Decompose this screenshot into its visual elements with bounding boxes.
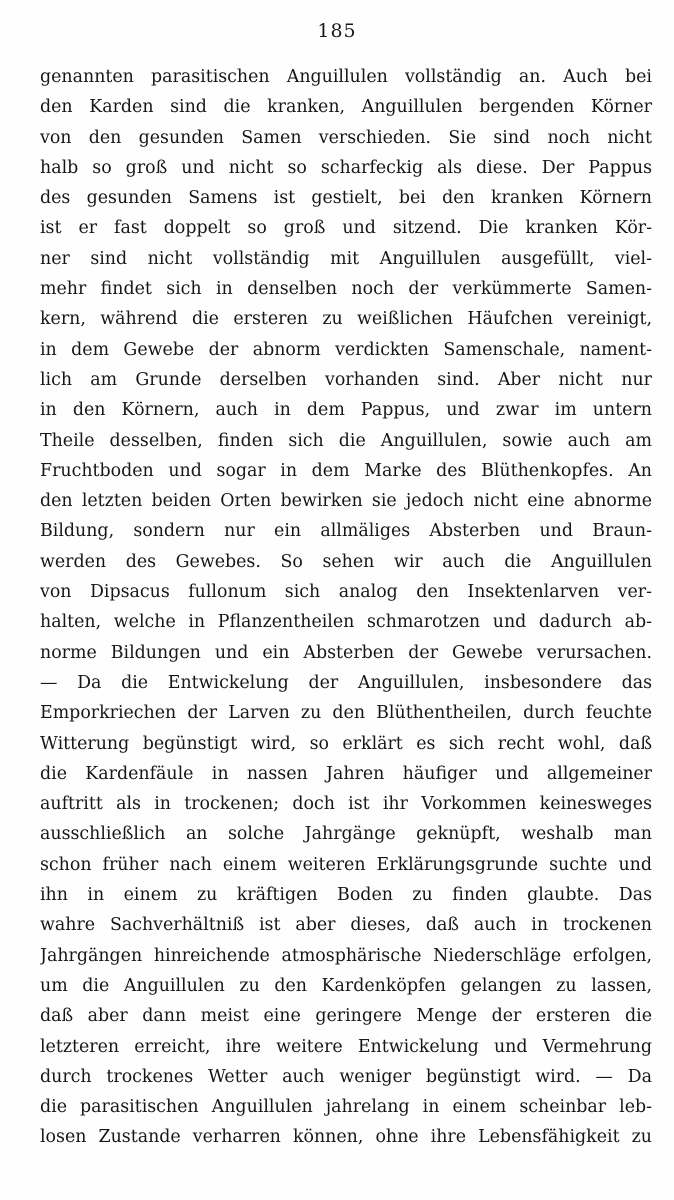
text-line: den letzten beiden Orten bewirken sie jedoch nicht eine abnorme [40, 491, 652, 512]
text-line: den Karden sind die kranken, Anguillulen bergenden Körner [40, 97, 652, 118]
text-line: die Kardenfäule in nassen Jahren häufiger und allgemeiner [40, 763, 652, 784]
text-line: ist er fast doppelt so groß und sitzend. Die kranken Kör- [40, 218, 652, 239]
text-line: von Dipsacus fullonum sich analog den Insektenlarven ver- [40, 582, 652, 603]
body-text [40, 62, 652, 1153]
page-number: 185 [317, 20, 357, 42]
text-line: lich am Grunde derselben vorhanden sind. Aber nicht nur [40, 369, 652, 390]
text-line: in den Körnern, auch in dem Pappus, und zwar im untern [40, 400, 652, 421]
text-line: ner sind nicht vollständig mit Anguillulen ausgefüllt, viel- [40, 248, 652, 269]
text-line: — Da die Entwickelung der Anguillulen, insbesondere das [40, 672, 652, 693]
text-line: genannten parasitischen Anguillulen vollständig an. Auch bei [40, 67, 652, 87]
text-line: halb so groß und nicht so scharfeckig als diese. Der Pappus [40, 157, 652, 178]
text-line: durch trockenes Wetter auch weniger begünstigt wird. — Da [40, 1066, 652, 1087]
text-line: halten, welche in Pflanzentheilen schmarotzen und dadurch ab- [40, 612, 652, 633]
text-line: Witterung begünstigt wird, so erklärt es sich recht wohl, daß [40, 733, 652, 754]
text-line: Emporkriechen der Larven zu den Blüthentheilen, durch feuchte [40, 703, 652, 724]
text-line: schon früher nach einem weiteren Erklärungsgrunde suchte und [40, 854, 652, 875]
text-line: daß aber dann meist eine geringere Menge der ersteren die [40, 1006, 652, 1027]
text-line: ihn in einem zu kräftigen Boden zu finden glaubte. Das [40, 885, 652, 906]
text-line: werden des Gewebes. So sehen wir auch die Anguillulen [40, 551, 652, 572]
text-line: Fruchtboden und sogar in dem Marke des Blüthenkopfes. An [40, 460, 652, 481]
text-line: letzteren erreicht, ihre weitere Entwickelung und Vermehrung [40, 1036, 652, 1057]
text-line: Bildung, sondern nur ein allmäliges Absterben und Braun- [40, 521, 652, 542]
text-line: auftritt als in trockenen; doch ist ihr Vorkommen keinesweges [40, 794, 652, 815]
text-line: norme Bildungen und ein Absterben der Gewebe verursachen. [40, 642, 652, 663]
text-line: von den gesunden Samen verschieden. Sie sind noch nicht [40, 127, 652, 148]
text-line: des gesunden Samens ist gestielt, bei den kranken Körnern [40, 188, 652, 209]
text-line: mehr findet sich in denselben noch der verkümmerte Samen- [40, 279, 652, 300]
text-line: wahre Sachverhältniß ist aber dieses, daß auch in trockenen [40, 915, 652, 936]
text-line: kern, während die ersteren zu weißlichen Häufchen vereinigt, [40, 309, 652, 330]
text-line: Theile desselben, finden sich die Anguillulen, sowie auch am [40, 430, 652, 451]
text-line: in dem Gewebe der abnorm verdickten Samenschale, nament- [40, 339, 652, 360]
text-line: um die Anguillulen zu den Kardenköpfen gelangen zu lassen, [40, 975, 652, 996]
text-line: die parasitischen Anguillulen jahrelang in einem scheinbar leb- [40, 1097, 652, 1118]
text-line: ausschließlich an solche Jahrgänge geknüpft, weshalb man [40, 824, 652, 845]
text-line: losen Zustande verharren können, ohne ihre Lebensfähigkeit zu [40, 1127, 652, 1148]
text-line: Jahrgängen hinreichende atmosphärische Niederschläge erfolgen, [40, 945, 652, 966]
